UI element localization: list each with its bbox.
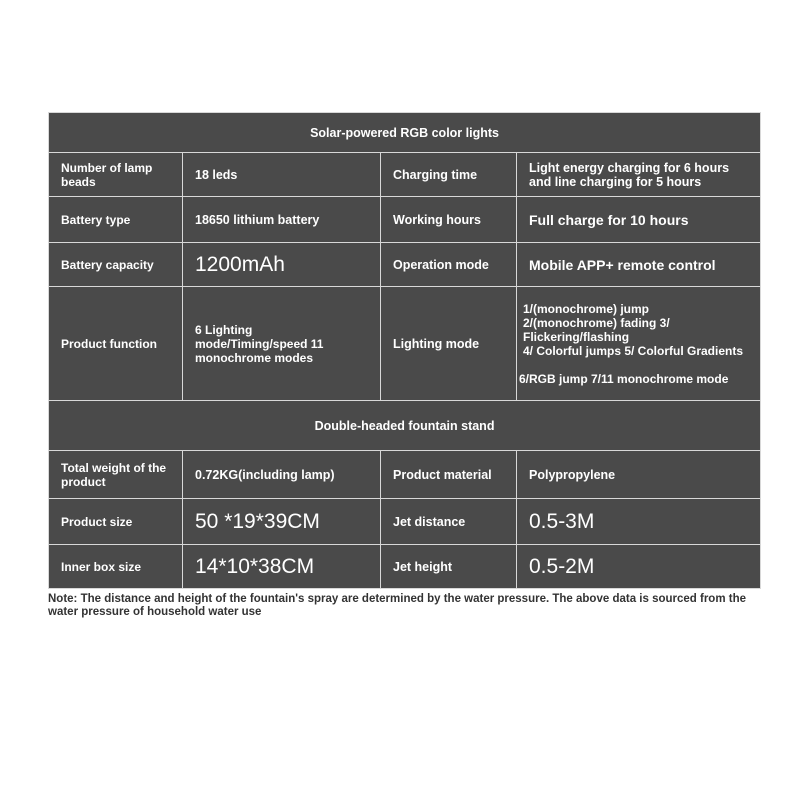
jet-height-label: Jet height	[381, 545, 517, 589]
total-weight-label: Total weight of the product	[49, 451, 183, 499]
operation-mode-label: Operation mode	[381, 243, 517, 287]
section-title-fountain-stand: Double-headed fountain stand	[49, 401, 761, 451]
jet-distance-label: Jet distance	[381, 499, 517, 545]
section-header-row	[49, 113, 761, 153]
lighting-mode-line: 1/(monochrome) jump	[523, 301, 650, 316]
product-size-label: Product size	[49, 499, 183, 545]
table-row	[49, 153, 761, 197]
working-hours-label: Working hours	[381, 197, 517, 243]
lighting-mode-value	[517, 287, 761, 401]
battery-type-label: Battery type	[49, 197, 183, 243]
battery-capacity-value: 1200mAh	[183, 243, 381, 287]
table-row	[49, 499, 761, 545]
product-material-label: Product material	[381, 451, 517, 499]
lamp-beads-label: Number of lamp beads	[49, 153, 183, 197]
lighting-mode-line: 2/(monochrome) fading 3/ Flickering/flashing	[523, 315, 670, 344]
table-row	[49, 243, 761, 287]
jet-height-value: 0.5-2M	[517, 545, 761, 589]
section-title-solar-lights: Solar-powered RGB color lights	[49, 113, 761, 153]
lighting-mode-line: 4/ Colorful jumps 5/ Colorful Gradients	[523, 343, 744, 358]
lighting-mode-line: 6/RGB jump 7/11 monochrome mode	[519, 371, 729, 386]
operation-mode-value: Mobile APP+ remote control	[517, 243, 761, 287]
product-function-value: 6 Lighting mode/Timing/speed 11 monochrome modes	[183, 287, 381, 401]
battery-type-value: 18650 lithium battery	[183, 197, 381, 243]
spec-table	[48, 112, 761, 589]
charging-time-label: Charging time	[381, 153, 517, 197]
inner-box-value: 14*10*38CM	[183, 545, 381, 589]
lighting-mode-label: Lighting mode	[381, 287, 517, 401]
lamp-beads-value: 18 leds	[183, 153, 381, 197]
product-function-label: Product function	[49, 287, 183, 401]
total-weight-value: 0.72KG(including lamp)	[183, 451, 381, 499]
footnote: Note: The distance and height of the fountain's spray are determined by the water pressure. The above data is sourced from the water pressure of household water use	[48, 593, 746, 618]
inner-box-label: Inner box size	[49, 545, 183, 589]
battery-capacity-label: Battery capacity	[49, 243, 183, 287]
product-material-value: Polypropylene	[517, 451, 761, 499]
table-row	[49, 197, 761, 243]
working-hours-value: Full charge for 10 hours	[517, 197, 761, 243]
jet-distance-value: 0.5-3M	[517, 499, 761, 545]
table-row	[49, 545, 761, 589]
product-size-value: 50 *19*39CM	[183, 499, 381, 545]
table-row	[49, 287, 761, 401]
section-header-row	[49, 401, 761, 451]
charging-time-value: Light energy charging for 6 hours and line charging for 5 hours	[517, 153, 761, 197]
table-row	[49, 451, 761, 499]
